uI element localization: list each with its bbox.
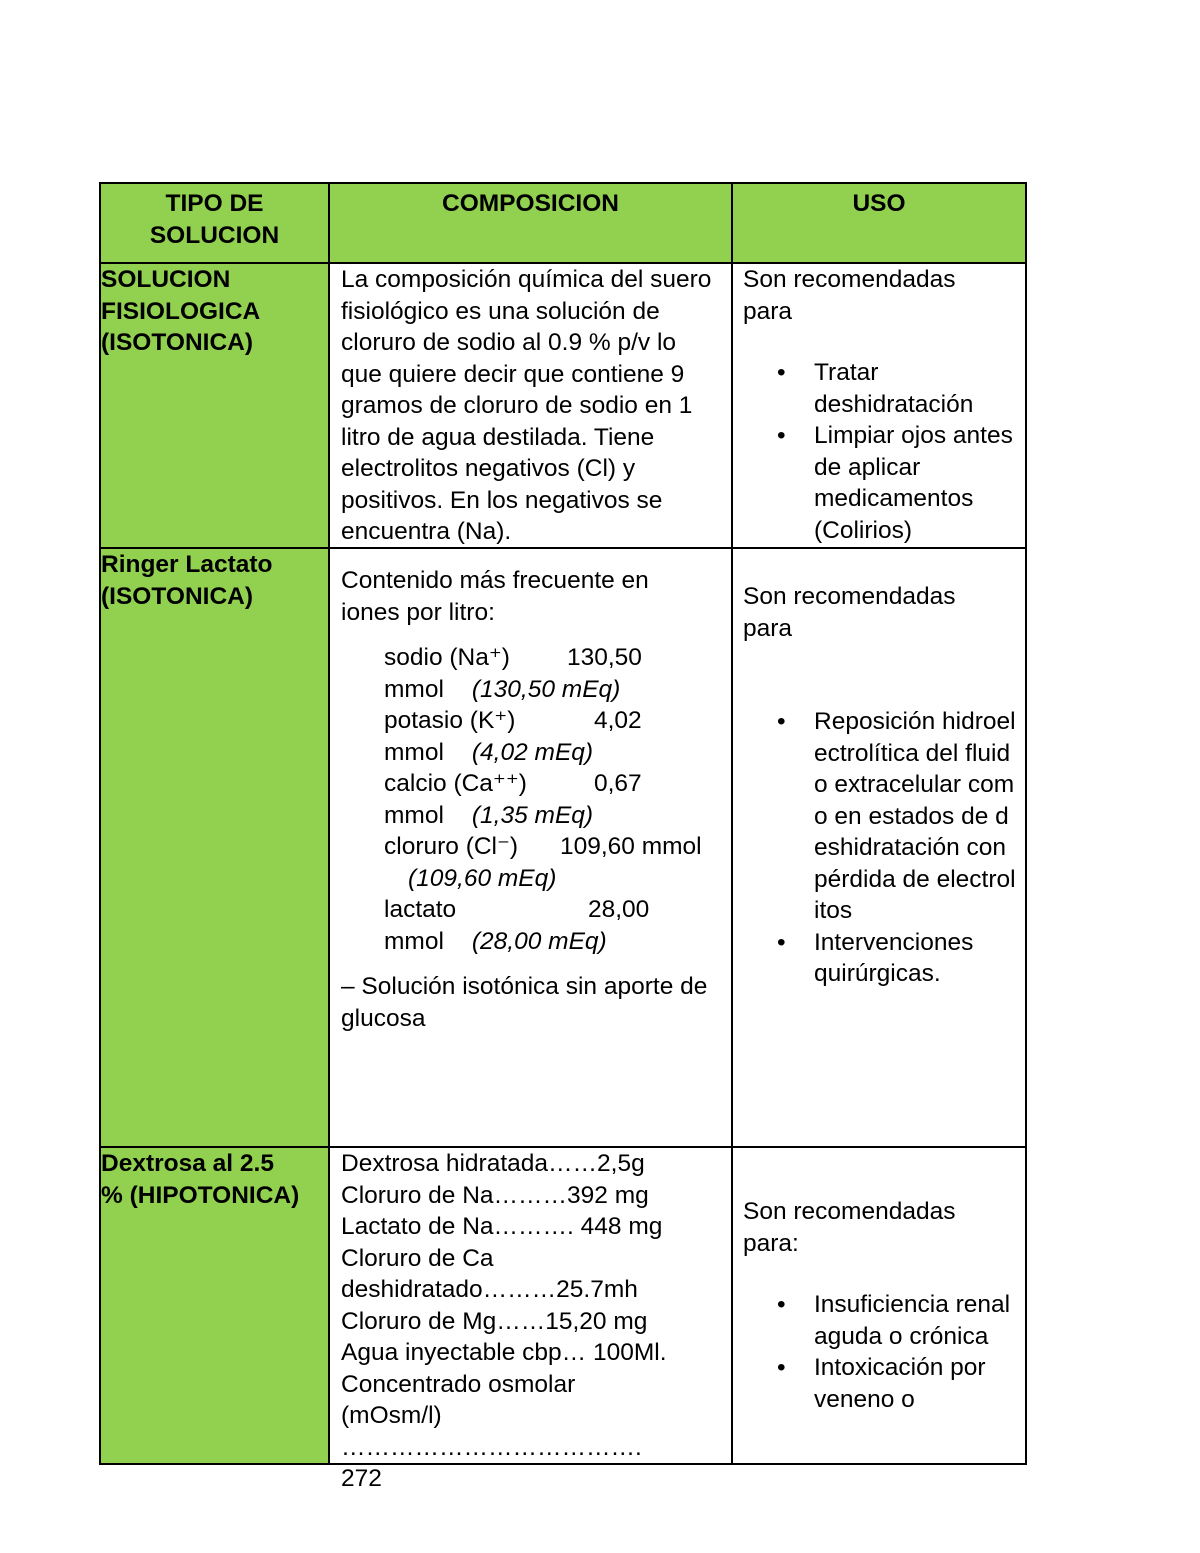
ion-list [341,642,721,957]
composition-line: Concentrado osmolar [341,1370,576,1398]
header-row [100,183,1026,263]
ion-value: 130,50 [567,644,642,671]
ion-value: 28,00 [588,896,650,923]
solution-name [100,548,329,1147]
ion-label: calcio (Ca⁺⁺) [384,770,527,797]
uso-content [733,1148,1025,1461]
ion-label: cloruro (Cl⁻) [384,833,519,860]
composition-line: 272 [341,1465,382,1492]
solution-name [100,263,329,548]
list-item: • Limpiar ojos antes de aplicar medicamentos (Colirios) [743,420,1017,546]
list-item: • Reposición hidroelectrolítica del fluido extracelular como en estados de deshidratación con pérdida de electrolitos [743,706,1017,927]
composition-line: Dextrosa hidratada……2,5g [341,1150,645,1177]
header-cell-uso [732,183,1026,263]
ion-meq: (1,35 mEq) [471,801,594,829]
ion-item [384,768,721,831]
list-item: • Insuficiencia renal aguda o crónica [743,1289,1017,1352]
ion-unit: mmol [384,738,444,766]
uso-list [743,357,1017,546]
list-item: • Tratar deshidratación [743,357,1017,420]
ion-unit: mmol [384,675,444,703]
solution-name-text: SOLUCION FISIOLOGICA (ISOTONICA) [101,266,260,356]
table-row [100,1147,1026,1464]
ion-label: lactato [384,896,457,923]
ion-item [384,831,721,894]
ion-meq: (130,50 mEq) [471,675,621,703]
ion-meq: (28,00 mEq) [471,927,607,955]
uso-intro: Son recomendadas para [743,583,956,642]
ion-unit: mmol [384,801,444,829]
ion-item [384,894,721,957]
uso-list [743,1289,1017,1415]
ion-item [384,705,721,768]
composition-line: (mOsm/l) [341,1402,442,1429]
ion-value: 4,02 [594,707,642,734]
ion-unit: mmol [384,927,444,955]
header-tipo: TIPO DE SOLUCION [149,190,280,249]
ion-value: 0,67 [594,770,642,797]
composition-outro: – Solución isotónica sin aporte de glucosa [341,973,708,1032]
header-uso: USO [852,190,906,217]
header-cell-tipo [100,183,329,263]
uso-content [733,549,1025,1146]
composition-cell [329,263,732,548]
solution-name-text: Ringer Lactato (ISOTONICA) [101,551,273,610]
ion-value: 109,60 mmol [560,833,702,860]
solution-name-text: Dextrosa al 2.5 % (HIPOTONICA) [101,1150,300,1209]
header-cell-composicion [329,183,732,263]
solution-name [100,1147,329,1464]
ion-label: potasio (K⁺) [384,707,516,734]
composition-text: La composición química del suero fisiológico es una solución de cloruro de sodio al 0.9 % p/v lo que quiere decir que contiene 9 gramos de cloruro de sodio en 1 litro de agua destilada. Tiene electrolitos negativos (Cl) y positivos. En los negativos se encuentra (Na). [341,266,712,545]
table-row [100,263,1026,548]
uso-list [743,706,1017,990]
composition-content [330,549,731,1130]
ion-meq: (109,60 mEq) [408,864,557,892]
table-row [100,548,1026,1147]
ion-meq: (4,02 mEq) [471,738,594,766]
ion-item [384,642,721,705]
composition-line: ………………………………. [341,1433,642,1461]
composition-intro: Contenido más frecuente en iones por litro: [341,567,649,626]
list-item: • Intoxicación por veneno o [743,1352,1017,1415]
header-composicion: COMPOSICION [442,190,619,217]
ion-label: sodio (Na⁺) [384,644,510,671]
composition-line: Cloruro de Na………392 mg [341,1181,649,1209]
uso-cell [732,548,1026,1147]
composition-line: deshidratado………25.7mh [341,1276,638,1303]
uso-intro: Son recomendadas para: [743,1198,956,1257]
uso-cell [732,263,1026,548]
composition-line: Cloruro de Ca [341,1244,494,1272]
uso-content [733,264,1025,545]
composition-cell [329,1147,732,1492]
composition-cell [329,548,732,1147]
list-item: • Intervenciones quirúrgicas. [743,927,1017,990]
composition-line: Agua inyectable cbp… 100Ml. [341,1339,667,1366]
composition-content [330,1148,731,1492]
uso-intro: Son recomendadas para [743,266,956,325]
uso-cell [732,1147,1026,1464]
solutions-table [99,182,1027,1492]
composition-line: Cloruro de Mg……15,20 mg [341,1307,648,1335]
composition-line: Lactato de Na………. 448 mg [341,1213,663,1240]
